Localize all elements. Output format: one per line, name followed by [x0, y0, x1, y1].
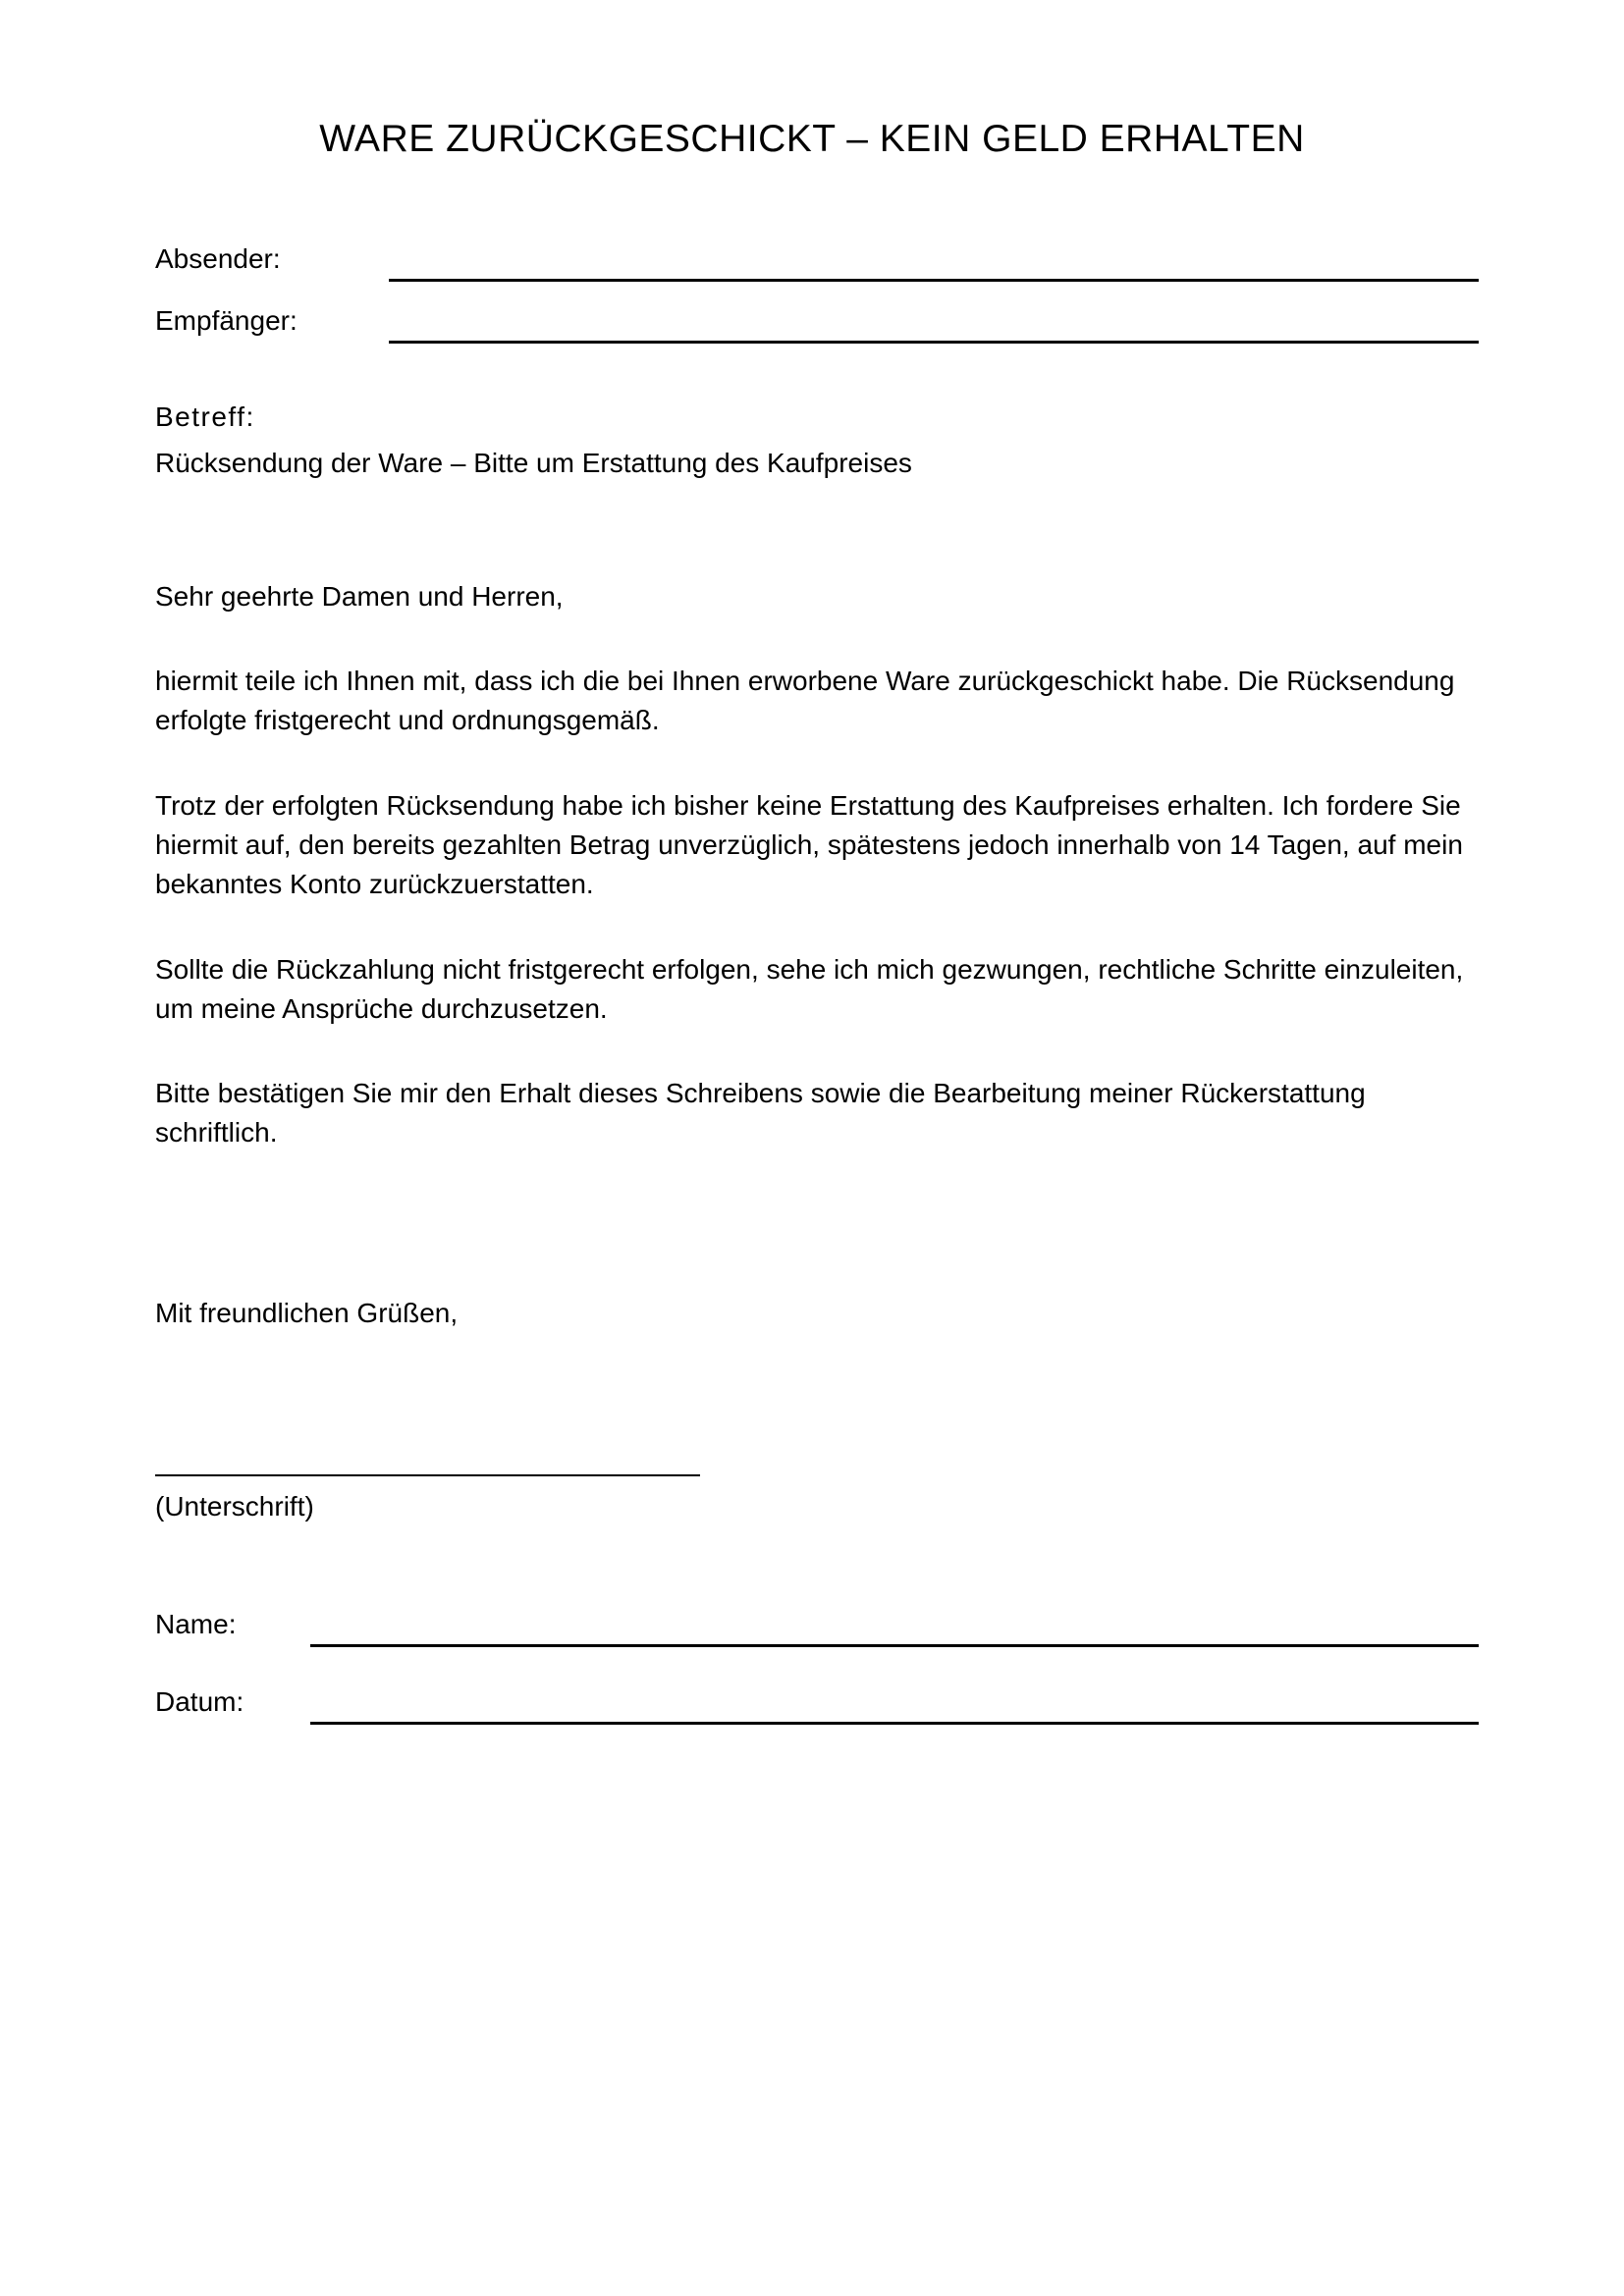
document-title: WARE ZURÜCKGESCHICKT – KEIN GELD ERHALTEN	[319, 118, 1305, 160]
sender-input-line[interactable]	[389, 279, 1479, 282]
sender-field	[155, 242, 1479, 282]
date-input-line[interactable]	[310, 1722, 1479, 1725]
subject-text: Rücksendung der Ware – Bitte um Erstattung des Kaufpreises	[155, 448, 912, 478]
name-label: Name:	[155, 1609, 237, 1639]
signature-label: (Unterschrift)	[155, 1491, 314, 1522]
salutation: Sehr geehrte Damen und Herren,	[155, 581, 564, 612]
closing: Mit freundlichen Grüßen,	[155, 1298, 459, 1328]
date-label: Datum:	[155, 1686, 244, 1717]
recipient-input-line[interactable]	[389, 341, 1479, 344]
date-field	[155, 1685, 1479, 1725]
recipient-field	[155, 304, 1479, 344]
signature-line[interactable]	[155, 1474, 700, 1476]
subject-label: Betreff:	[155, 401, 255, 432]
paragraph-2: Trotz der erfolgten Rücksendung habe ich bisher keine Erstattung des Kaufpreises erhalten. Ich fordere Sie hiermit auf, den bereits gezahlten Betrag unverzüglich, spätestens jedoch innerhalb von 14 Tagen, auf mein bekanntes Konto zurückzuerstatten.	[155, 790, 1463, 899]
paragraph-1: hiermit teile ich Ihnen mit, dass ich die bei Ihnen erworbene Ware zurückgeschickt habe. Die Rücksendung erfolgte fristgerecht und ordnungsgemäß.	[155, 666, 1455, 735]
name-field	[155, 1608, 1479, 1647]
sender-label: Absender:	[155, 243, 281, 274]
paragraph-4: Bitte bestätigen Sie mir den Erhalt dieses Schreibens sowie die Bearbeitung meiner Rückerstattung schriftlich.	[155, 1078, 1366, 1148]
recipient-label: Empfänger:	[155, 305, 298, 336]
paragraph-3: Sollte die Rückzahlung nicht fristgerecht erfolgen, sehe ich mich gezwungen, rechtliche Schritte einzuleiten, um meine Ansprüche durchzusetzen.	[155, 954, 1464, 1024]
name-input-line[interactable]	[310, 1644, 1479, 1647]
